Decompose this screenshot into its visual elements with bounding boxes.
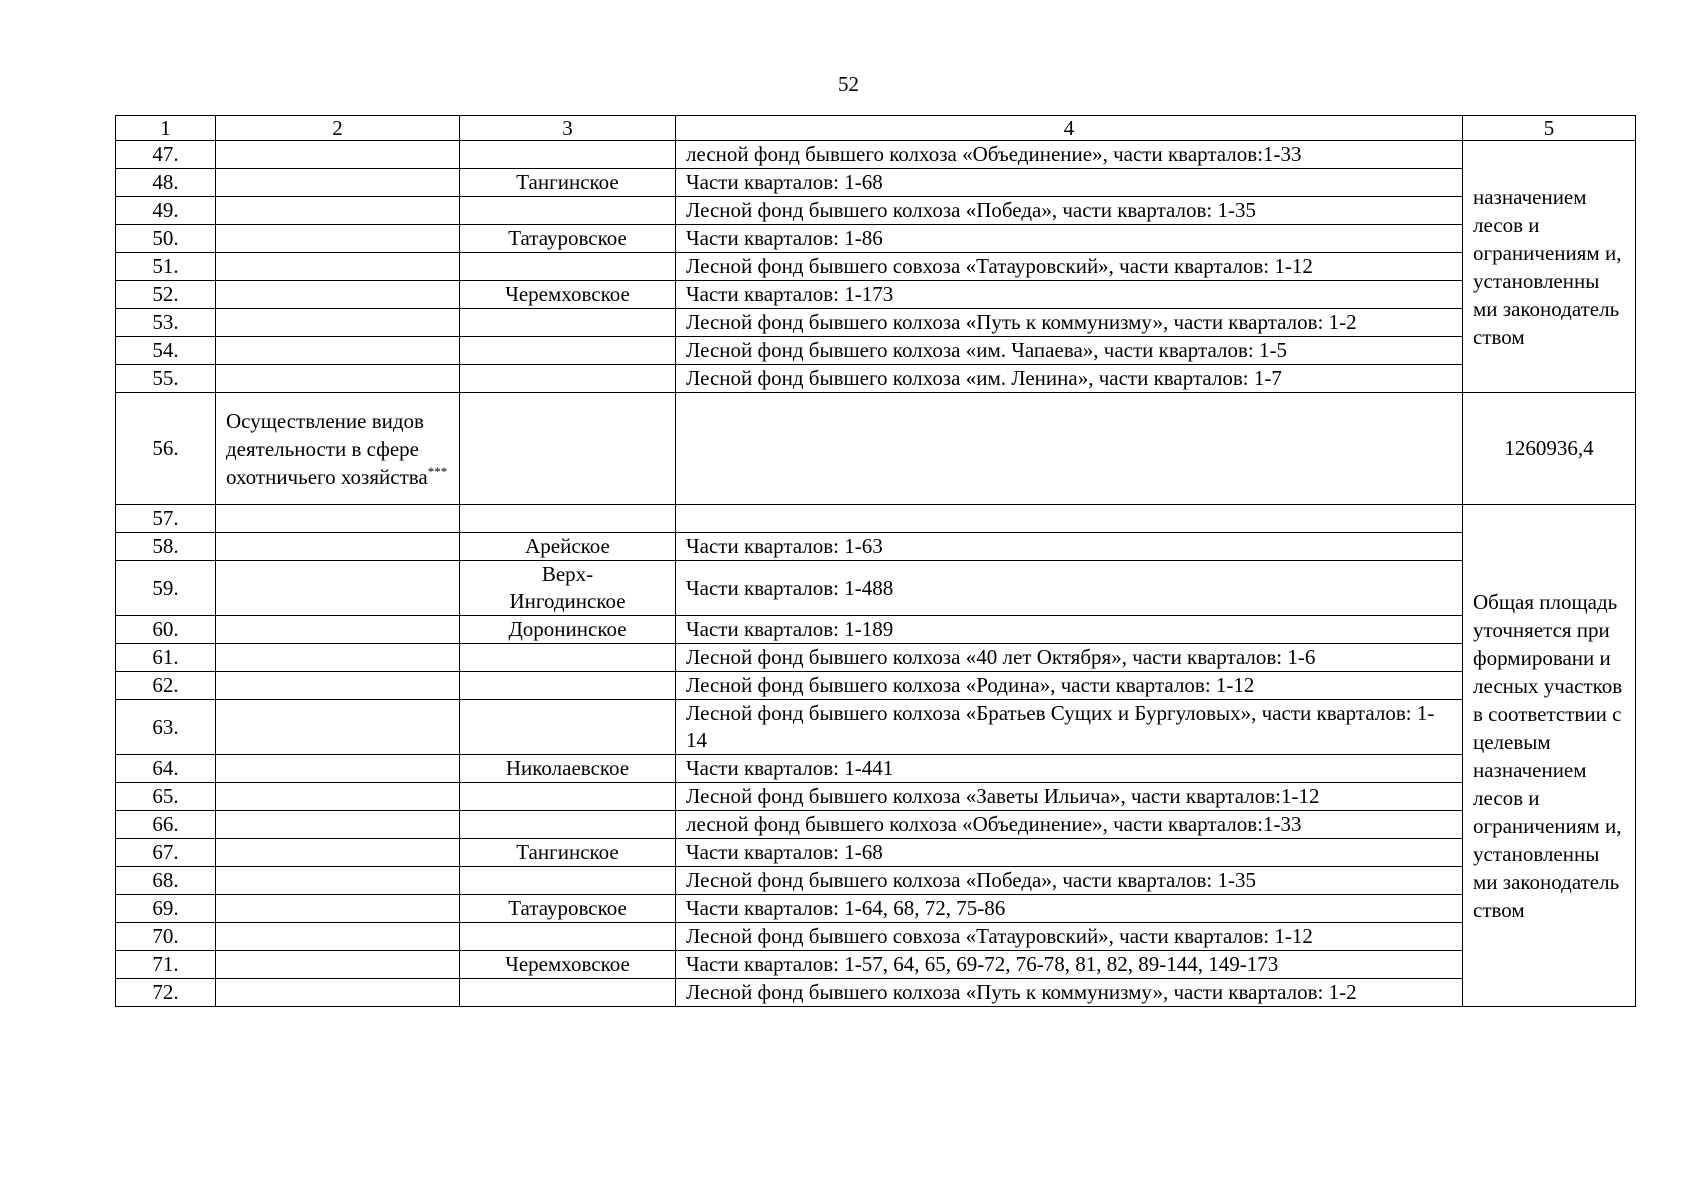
district-cell <box>460 141 676 169</box>
description-cell: Части кварталов: 1-68 <box>676 839 1463 867</box>
description-cell: Лесной фонд бывшего колхоза «им. Ленина», части кварталов: 1-7 <box>676 365 1463 393</box>
header-cell: 2 <box>216 116 460 141</box>
table-row <box>116 365 1636 393</box>
table-row <box>116 533 1636 561</box>
table-row <box>116 253 1636 281</box>
row-number: 69. <box>116 895 216 923</box>
row-number: 68. <box>116 867 216 895</box>
table-row <box>116 281 1636 309</box>
district-cell: Арейское <box>460 533 676 561</box>
district-cell <box>460 253 676 281</box>
district-cell: Тангинское <box>460 169 676 197</box>
row-number: 50. <box>116 225 216 253</box>
district-cell <box>460 979 676 1007</box>
table-header-row <box>116 116 1636 141</box>
page-number: 52 <box>838 72 859 96</box>
row-number: 64. <box>116 755 216 783</box>
district-cell <box>460 644 676 672</box>
description-cell: Лесной фонд бывшего колхоза «Заветы Ильича», части кварталов:1-12 <box>676 783 1463 811</box>
district-cell: Николаевское <box>460 755 676 783</box>
district-cell <box>460 197 676 225</box>
district-cell <box>460 811 676 839</box>
row-number: 61. <box>116 644 216 672</box>
activity-cell <box>216 169 460 197</box>
row-number: 52. <box>116 281 216 309</box>
description-cell: Части кварталов: 1-488 <box>676 561 1463 616</box>
description-cell: лесной фонд бывшего колхоза «Объединение», части кварталов:1-33 <box>676 141 1463 169</box>
description-cell: Части кварталов: 1-64, 68, 72, 75-86 <box>676 895 1463 923</box>
activity-cell <box>216 839 460 867</box>
district-cell <box>460 672 676 700</box>
table-row <box>116 505 1636 533</box>
district-cell: Черемховское <box>460 281 676 309</box>
district-cell: Черемховское <box>460 951 676 979</box>
table-row <box>116 337 1636 365</box>
table-row <box>116 895 1636 923</box>
activity-cell <box>216 895 460 923</box>
table-row <box>116 755 1636 783</box>
note-cell: назначением лесов и ограничениям и, установленны ми законодатель ством <box>1463 141 1636 393</box>
table-row <box>116 951 1636 979</box>
activity-cell <box>216 616 460 644</box>
header-cell: 5 <box>1463 116 1636 141</box>
district-cell <box>460 393 676 505</box>
district-cell <box>460 923 676 951</box>
row-number: 57. <box>116 505 216 533</box>
description-cell: Части кварталов: 1-63 <box>676 533 1463 561</box>
description-cell: Части кварталов: 1-189 <box>676 616 1463 644</box>
activity-cell <box>216 951 460 979</box>
row-number: 71. <box>116 951 216 979</box>
description-cell: Лесной фонд бывшего колхоза «Родина», части кварталов: 1-12 <box>676 672 1463 700</box>
row-number: 58. <box>116 533 216 561</box>
row-number: 62. <box>116 672 216 700</box>
footnote-marker: *** <box>427 463 448 479</box>
district-cell: Татауровское <box>460 225 676 253</box>
description-cell: Лесной фонд бывшего колхоза «Путь к коммунизму», части кварталов: 1-2 <box>676 979 1463 1007</box>
description-cell: Части кварталов: 1-173 <box>676 281 1463 309</box>
row-number: 59. <box>116 561 216 616</box>
activity-cell <box>216 672 460 700</box>
row-number: 48. <box>116 169 216 197</box>
activity-cell <box>216 225 460 253</box>
description-cell: Лесной фонд бывшего колхоза «40 лет Октября», части кварталов: 1-6 <box>676 644 1463 672</box>
activity-cell <box>216 309 460 337</box>
activity-cell <box>216 253 460 281</box>
table-row <box>116 309 1636 337</box>
activity-text: Осуществление видов деятельности в сфере охотничьего хозяйства <box>226 408 428 489</box>
description-cell: Части кварталов: 1-57, 64, 65, 69-72, 76-78, 81, 82, 89-144, 149-173 <box>676 951 1463 979</box>
row-number: 60. <box>116 616 216 644</box>
description-cell: Лесной фонд бывшего колхоза «Братьев Сущих и Бургуловых», части кварталов: 1-14 <box>676 700 1463 755</box>
row-number: 56. <box>116 393 216 505</box>
description-cell: Лесной фонд бывшего колхоза «Путь к коммунизму», части кварталов: 1-2 <box>676 309 1463 337</box>
description-cell: Части кварталов: 1-86 <box>676 225 1463 253</box>
activity-cell <box>216 700 460 755</box>
table-row <box>116 783 1636 811</box>
table-row <box>116 672 1636 700</box>
row-number: 63. <box>116 700 216 755</box>
table-row <box>116 644 1636 672</box>
table-row <box>116 923 1636 951</box>
description-cell: лесной фонд бывшего колхоза «Объединение», части кварталов:1-33 <box>676 811 1463 839</box>
table-row <box>116 225 1636 253</box>
activity-cell <box>216 867 460 895</box>
activity-cell <box>216 755 460 783</box>
district-cell: Верх-Ингодинское <box>460 561 676 616</box>
description-cell: Лесной фонд бывшего совхоза «Татауровский», части кварталов: 1-12 <box>676 253 1463 281</box>
district-cell <box>460 337 676 365</box>
activity-cell <box>216 923 460 951</box>
activity-cell <box>216 533 460 561</box>
row-number: 49. <box>116 197 216 225</box>
activity-cell <box>216 561 460 616</box>
district-cell <box>460 365 676 393</box>
district-cell <box>460 783 676 811</box>
description-cell: Лесной фонд бывшего совхоза «Татауровский», части кварталов: 1-12 <box>676 923 1463 951</box>
district-cell <box>460 505 676 533</box>
row-number: 72. <box>116 979 216 1007</box>
description-cell: Лесной фонд бывшего колхоза «им. Чапаева», части кварталов: 1-5 <box>676 337 1463 365</box>
table-row <box>116 839 1636 867</box>
header-cell: 1 <box>116 116 216 141</box>
table-row <box>116 811 1636 839</box>
table-row <box>116 561 1636 616</box>
row-number: 70. <box>116 923 216 951</box>
description-cell: Лесной фонд бывшего колхоза «Победа», части кварталов: 1-35 <box>676 867 1463 895</box>
note-cell: Общая площадь уточняется при формировани и лесных участков в соответствии с целевым назначением лесов и ограничениям и, установленны ми законодатель ством <box>1463 505 1636 1007</box>
activity-cell <box>216 783 460 811</box>
activity-cell <box>216 365 460 393</box>
table-row <box>116 169 1636 197</box>
description-cell: Лесной фонд бывшего колхоза «Победа», части кварталов: 1-35 <box>676 197 1463 225</box>
table-row <box>116 141 1636 169</box>
activity-cell <box>216 337 460 365</box>
district-cell <box>460 309 676 337</box>
description-cell: Части кварталов: 1-441 <box>676 755 1463 783</box>
row-number: 47. <box>116 141 216 169</box>
row-number: 67. <box>116 839 216 867</box>
row-number: 51. <box>116 253 216 281</box>
row-number: 65. <box>116 783 216 811</box>
row-number: 53. <box>116 309 216 337</box>
area-cell: 1260936,4 <box>1463 393 1636 505</box>
table-row <box>116 700 1636 755</box>
district-cell: Татауровское <box>460 895 676 923</box>
header-cell: 4 <box>676 116 1463 141</box>
forest-plots-table <box>115 115 1636 1007</box>
description-cell: Части кварталов: 1-68 <box>676 169 1463 197</box>
header-cell: 3 <box>460 116 676 141</box>
table-row <box>116 867 1636 895</box>
table-row <box>116 197 1636 225</box>
district-cell: Доронинское <box>460 616 676 644</box>
activity-cell <box>216 811 460 839</box>
table-row <box>116 393 1636 505</box>
activity-cell <box>216 393 460 505</box>
description-cell <box>676 505 1463 533</box>
district-cell <box>460 700 676 755</box>
row-number: 54. <box>116 337 216 365</box>
activity-cell <box>216 197 460 225</box>
activity-cell <box>216 644 460 672</box>
activity-cell <box>216 281 460 309</box>
description-cell <box>676 393 1463 505</box>
district-cell <box>460 867 676 895</box>
row-number: 55. <box>116 365 216 393</box>
activity-cell <box>216 979 460 1007</box>
table-row <box>116 979 1636 1007</box>
activity-cell <box>216 141 460 169</box>
activity-cell <box>216 505 460 533</box>
row-number: 66. <box>116 811 216 839</box>
table-row <box>116 616 1636 644</box>
district-cell: Тангинское <box>460 839 676 867</box>
